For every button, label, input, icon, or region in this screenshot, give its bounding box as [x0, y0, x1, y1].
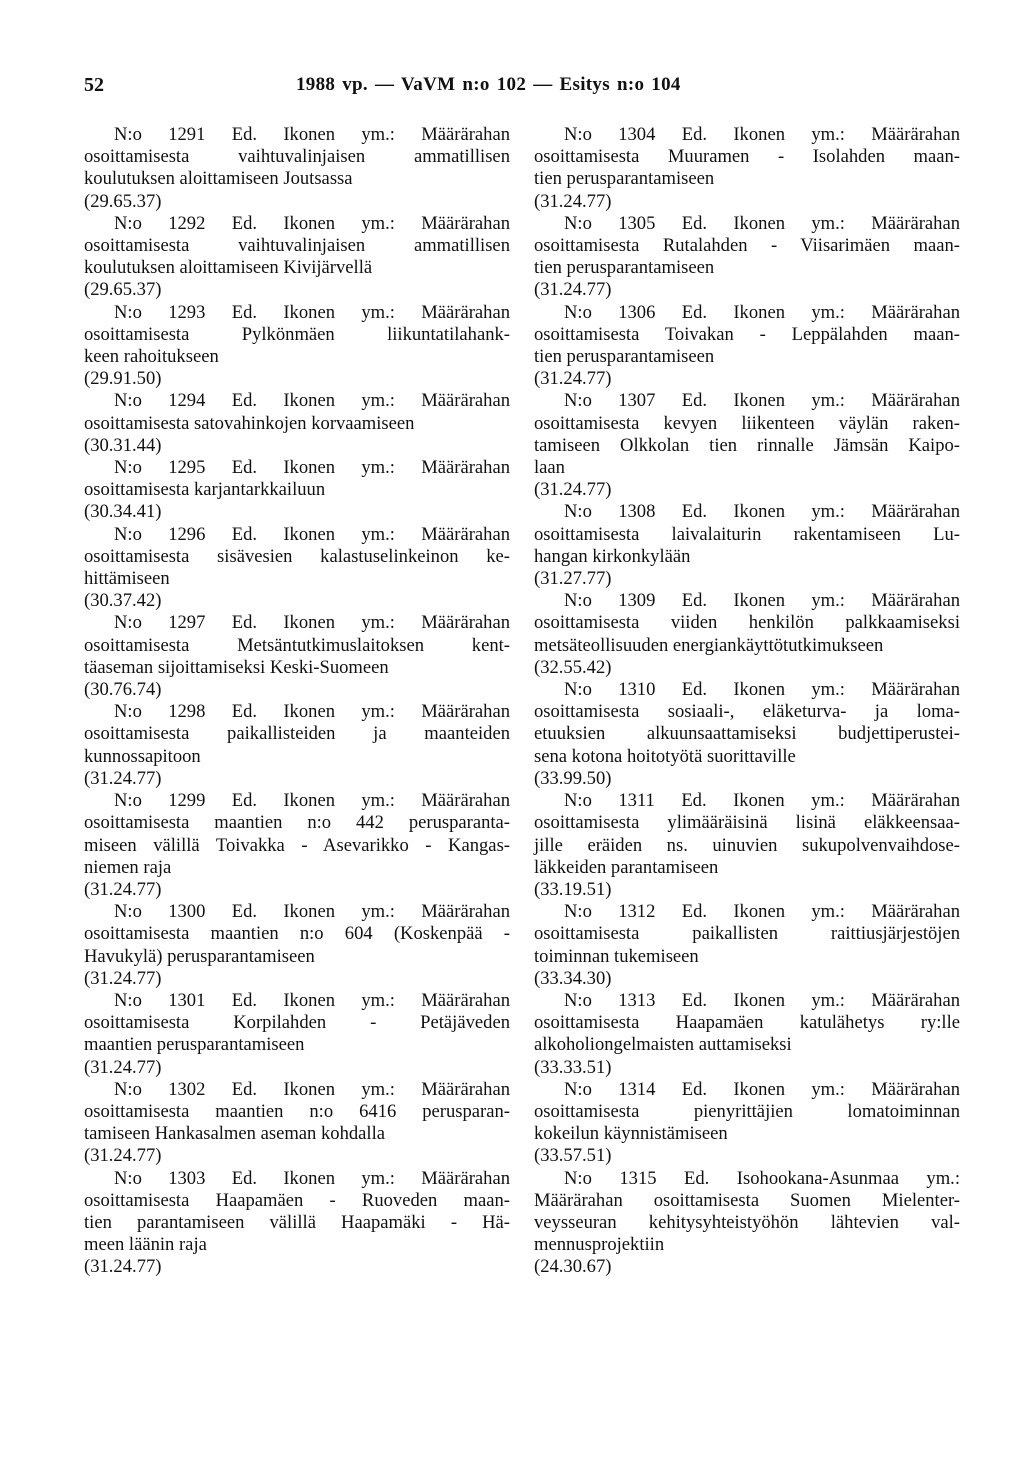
left-column [84, 124, 510, 1279]
motion-heading-line: N:o 1315 Ed. Isohookana-Asunmaa ym.: [564, 1167, 960, 1189]
motion-heading-line: N:o 1299 Ed. Ikonen ym.: Määrärahan [114, 790, 510, 812]
motion-text-line: osoittamisesta sosiaali-, eläketurva- ja loma- [534, 701, 960, 723]
motion-text-line: koulutuksen aloittamiseen Kivijärvellä [84, 257, 373, 279]
motion-heading-line: N:o 1310 Ed. Ikonen ym.: Määrärahan [564, 679, 960, 701]
budget-reference: (30.37.42) [84, 590, 162, 612]
motion-text-line: osoittamisesta pienyrittäjien lomatoiminnan [534, 1100, 960, 1122]
motion-text-line: veysseuran kehitysyhteistyöhön lähtevien val- [534, 1211, 960, 1233]
motion-text-line: osoittamisesta karjantarkkailuun [84, 479, 326, 501]
motion-heading-line: N:o 1309 Ed. Ikonen ym.: Määrärahan [564, 590, 960, 612]
motion-text-line: osoittamisesta laivalaiturin rakentamiseen Lu- [534, 523, 960, 545]
motion-heading-line: N:o 1298 Ed. Ikonen ym.: Määrärahan [114, 701, 510, 723]
motion-text-line: osoittamisesta Muuramen - Isolahden maan- [534, 146, 960, 168]
motion-text-line: osoittamisesta Metsäntutkimuslaitoksen kent- [84, 634, 510, 656]
motion-entry [534, 990, 960, 1079]
motion-text-line: miseen välillä Toivakka - Asevarikko - Kangas- [84, 834, 510, 856]
motion-entry [84, 213, 510, 302]
motion-entry [84, 790, 510, 901]
page-number: 52 [84, 74, 104, 96]
motion-text-line: osoittamisesta Pylkönmäen liikuntatilahank- [84, 323, 510, 345]
motion-entry [84, 124, 510, 213]
right-column [534, 124, 960, 1279]
motion-heading-line: N:o 1304 Ed. Ikonen ym.: Määrärahan [564, 124, 960, 145]
budget-reference: (33.57.51) [534, 1145, 612, 1167]
motion-heading-line: N:o 1313 Ed. Ikonen ym.: Määrärahan [564, 989, 960, 1011]
budget-reference: (31.24.77) [84, 878, 162, 900]
motion-entry [84, 990, 510, 1079]
budget-reference: (33.99.50) [534, 767, 612, 789]
motion-heading-line: N:o 1302 Ed. Ikonen ym.: Määrärahan [114, 1078, 510, 1100]
motion-heading-line: N:o 1303 Ed. Ikonen ym.: Määrärahan [114, 1167, 510, 1189]
motion-text-line: osoittamisesta Korpilahden - Petäjäveden [84, 1012, 510, 1034]
budget-reference: (31.27.77) [534, 568, 612, 590]
budget-reference: (31.24.77) [84, 1145, 162, 1167]
budget-reference: (31.24.77) [84, 967, 162, 989]
motion-text-line: meen läänin raja [84, 1234, 207, 1256]
motion-entry [84, 457, 510, 524]
motion-text-line: osoittamisesta paikallisten raittiusjärjestöjen [534, 923, 960, 945]
motion-text-line: sena kotona hoitotyötä suorittaville [534, 745, 796, 767]
motion-text-line: toiminnan tukemiseen [534, 945, 699, 967]
budget-reference: (29.91.50) [84, 368, 162, 390]
motion-text-line: osoittamisesta satovahinkojen korvaamiseen [84, 412, 415, 434]
budget-reference: (33.33.51) [534, 1056, 612, 1078]
motion-text-line: osoittamisesta kevyen liikenteen väylän raken- [534, 412, 960, 434]
motion-text-line: osoittamisesta sisävesien kalastuselinkeinon ke- [84, 545, 510, 567]
motion-entry [534, 501, 960, 590]
motion-heading-line: N:o 1294 Ed. Ikonen ym.: Määrärahan [114, 390, 510, 412]
motion-text-line: kunnossapitoon [84, 745, 201, 767]
motion-text-line: tien perusparantamiseen [534, 168, 715, 190]
motion-text-line: osoittamisesta Toivakan - Leppälahden maan- [534, 323, 960, 345]
motion-heading-line: N:o 1295 Ed. Ikonen ym.: Määrärahan [114, 457, 510, 479]
motion-heading-line: N:o 1291 Ed. Ikonen ym.: Määrärahan [114, 124, 510, 145]
motion-text-line: osoittamisesta viiden henkilön palkkaamiseksi [534, 612, 960, 634]
motion-text-line: keen rahoitukseen [84, 346, 219, 368]
motion-text-line: jille eräiden ns. uinuvien sukupolvenvaihdose- [534, 834, 960, 856]
motion-entry [84, 524, 510, 613]
budget-reference: (31.24.77) [84, 1256, 162, 1278]
motion-text-line: osoittamisesta Haapamäen - Ruoveden maan- [84, 1189, 510, 1211]
motion-heading-line: N:o 1300 Ed. Ikonen ym.: Määrärahan [114, 901, 510, 923]
motion-heading-line: N:o 1293 Ed. Ikonen ym.: Määrärahan [114, 301, 510, 323]
motion-entry [84, 390, 510, 457]
motion-entry [534, 790, 960, 901]
budget-reference: (30.31.44) [84, 434, 162, 456]
motion-entry [84, 701, 510, 790]
motion-entry [534, 679, 960, 790]
budget-reference: (31.24.77) [534, 368, 612, 390]
motion-entry [534, 1079, 960, 1168]
motion-text-line: osoittamisesta maantien n:o 6416 perusparan- [84, 1100, 510, 1122]
motion-heading-line: N:o 1297 Ed. Ikonen ym.: Määrärahan [114, 612, 510, 634]
motion-text-line: tien perusparantamiseen [534, 346, 715, 368]
motion-text-line: mennusprojektiin [534, 1234, 665, 1256]
motion-heading-line: N:o 1292 Ed. Ikonen ym.: Määrärahan [114, 212, 510, 234]
motion-entry [84, 1168, 510, 1279]
page-header [84, 74, 944, 98]
motion-entry [534, 901, 960, 990]
motion-text-line: Määrärahan osoittamisesta Suomen Mielenter- [534, 1189, 960, 1211]
motion-text-line: läkkeiden parantamiseen [534, 856, 719, 878]
motion-text-line: tien perusparantamiseen [534, 257, 715, 279]
motion-text-line: osoittamisesta Rutalahden - Viisarimäen maan- [534, 235, 960, 257]
motion-heading-line: N:o 1311 Ed. Ikonen ym.: Määrärahan [564, 790, 960, 812]
motion-heading-line: N:o 1296 Ed. Ikonen ym.: Määrärahan [114, 523, 510, 545]
budget-reference: (31.24.77) [534, 279, 612, 301]
motion-text-line: tien parantamiseen välillä Haapamäki - Hä- [84, 1211, 510, 1233]
motion-heading-line: N:o 1307 Ed. Ikonen ym.: Määrärahan [564, 390, 960, 412]
motion-text-line: tamiseen Olkkolan tien rinnalle Jämsän Kaipo- [534, 434, 960, 456]
motion-entry [534, 213, 960, 302]
budget-reference: (29.65.37) [84, 279, 162, 301]
budget-reference: (30.34.41) [84, 501, 162, 523]
motion-entry [534, 124, 960, 213]
motion-text-line: Havukylä) perusparantamiseen [84, 945, 315, 967]
motion-text-line: osoittamisesta Haapamäen katulähetys ry:lle [534, 1012, 960, 1034]
motion-text-line: osoittamisesta ylimääräisinä lisinä eläkkeensaa- [534, 812, 960, 834]
motion-heading-line: N:o 1308 Ed. Ikonen ym.: Määrärahan [564, 501, 960, 523]
budget-reference: (31.24.77) [84, 767, 162, 789]
running-head: 1988 vp. — VaVM n:o 102 — Esitys n:o 104 [296, 74, 681, 95]
motion-entry [534, 302, 960, 391]
budget-reference: (30.76.74) [84, 679, 162, 701]
motion-entry [84, 612, 510, 701]
budget-reference: (33.19.51) [534, 878, 612, 900]
motion-entry [84, 302, 510, 391]
budget-reference: (24.30.67) [534, 1256, 612, 1278]
motion-text-line: hittämiseen [84, 568, 170, 590]
motion-entry [84, 1079, 510, 1168]
motion-text-line: hangan kirkonkylään [534, 545, 691, 567]
motion-text-line: alkoholiongelmaisten auttamiseksi [534, 1034, 792, 1056]
motion-text-line: osoittamisesta paikallisteiden ja maanteiden [84, 723, 510, 745]
motion-text-line: laan [534, 457, 565, 479]
budget-reference: (32.55.42) [534, 656, 612, 678]
motion-text-line: niemen raja [84, 856, 172, 878]
motion-text-line: tamiseen Hankasalmen aseman kohdalla [84, 1123, 386, 1145]
motion-text-line: osoittamisesta maantien n:o 442 perusparanta- [84, 812, 510, 834]
motion-text-line: osoittamisesta vaihtuvalinjaisen ammatillisen [84, 235, 510, 257]
motion-entry [534, 590, 960, 679]
motion-entry [534, 1168, 960, 1279]
budget-reference: (33.34.30) [534, 967, 612, 989]
motion-text-line: metsäteollisuuden energiankäyttötutkimukseen [534, 634, 884, 656]
motion-text-line: maantien perusparantamiseen [84, 1034, 305, 1056]
motion-entry [534, 390, 960, 501]
motion-heading-line: N:o 1305 Ed. Ikonen ym.: Määrärahan [564, 212, 960, 234]
motion-heading-line: N:o 1301 Ed. Ikonen ym.: Määrärahan [114, 989, 510, 1011]
motion-text-line: osoittamisesta vaihtuvalinjaisen ammatillisen [84, 146, 510, 168]
motion-heading-line: N:o 1312 Ed. Ikonen ym.: Määrärahan [564, 901, 960, 923]
budget-reference: (29.65.37) [84, 190, 162, 212]
budget-reference: (31.24.77) [84, 1056, 162, 1078]
motion-heading-line: N:o 1306 Ed. Ikonen ym.: Määrärahan [564, 301, 960, 323]
budget-reference: (31.24.77) [534, 190, 612, 212]
motion-text-line: kokeilun käynnistämiseen [534, 1123, 728, 1145]
motion-text-line: koulutuksen aloittamiseen Joutsassa [84, 168, 353, 190]
motion-text-line: täaseman sijoittamiseksi Keski-Suomeen [84, 656, 389, 678]
budget-reference: (31.24.77) [534, 479, 612, 501]
motion-text-line: osoittamisesta maantien n:o 604 (Koskenpää - [84, 923, 510, 945]
motion-heading-line: N:o 1314 Ed. Ikonen ym.: Määrärahan [564, 1078, 960, 1100]
motion-text-line: etuuksien alkuunsaattamiseksi budjettiperustei- [534, 723, 960, 745]
motion-entry [84, 901, 510, 990]
